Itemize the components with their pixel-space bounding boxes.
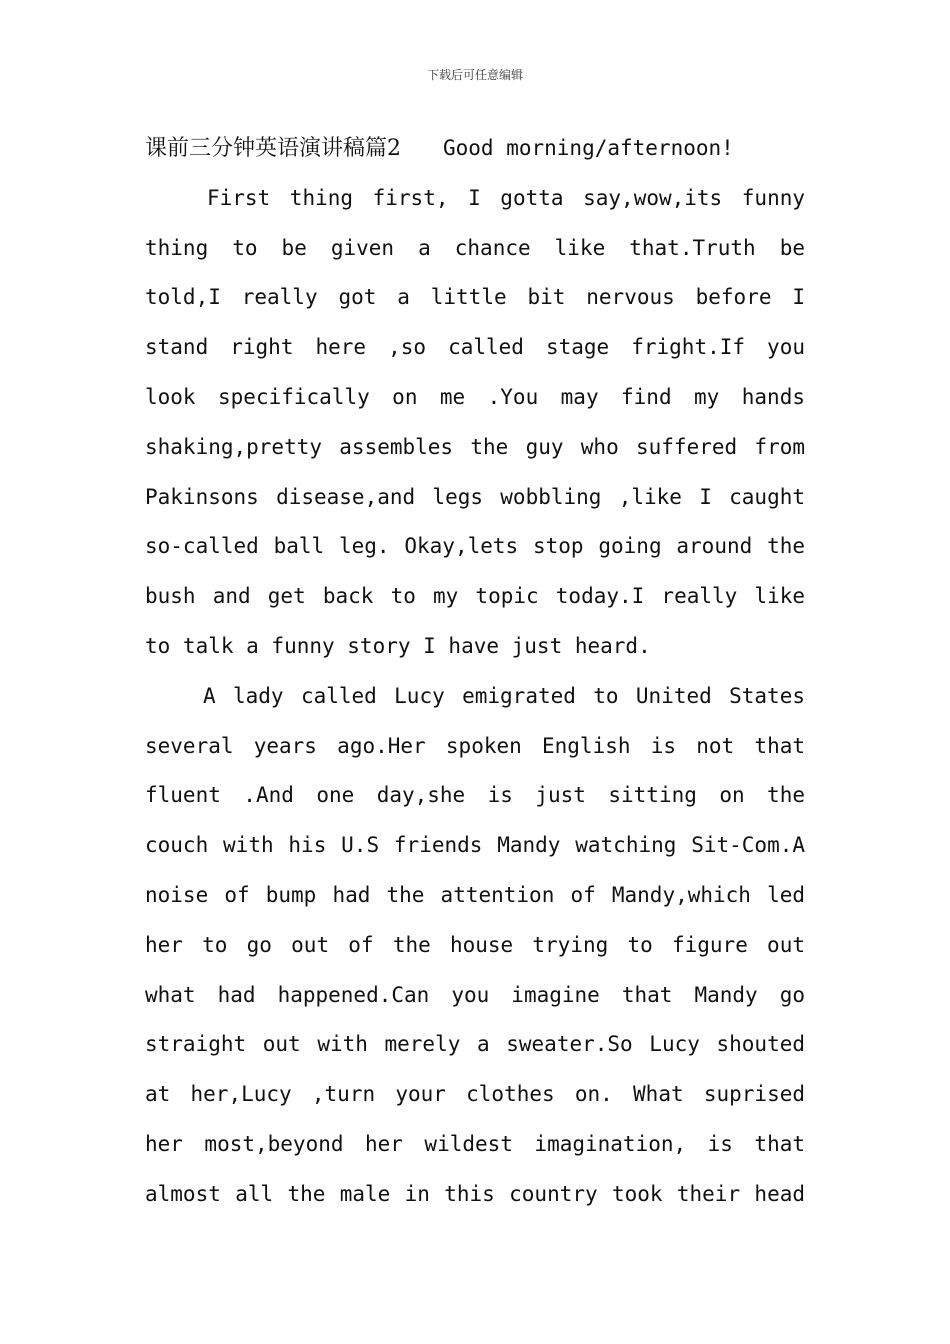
paragraph-line: at her,Lucy ,turn your clothes on. What suprised [145, 1082, 805, 1107]
paragraph-line: what had happened.Can you imagine that Mandy go [145, 982, 805, 1007]
paragraph-line: to talk a funny story I have just heard. [145, 633, 651, 658]
paragraph-line: her to go out of the house trying to figure out [145, 932, 805, 957]
paragraph-line: told,I really got a little bit nervous before I [145, 285, 805, 310]
paragraph-line: couch with his U.S friends Mandy watching Sit-Com.A [145, 833, 805, 858]
paragraph-line: straight out with merely a sweater.So Lucy shouted [145, 1032, 805, 1057]
paragraph-line: Pakinsons disease,and legs wobbling ,like I caught [145, 484, 805, 509]
paragraph-line: bush and get back to my topic today.I really like [145, 584, 805, 609]
heading-line [145, 124, 805, 174]
paragraph-line: so-called ball leg. Okay,lets stop going around the [145, 534, 805, 559]
paragraph-line: stand right here ,so called stage fright.If you [145, 335, 805, 360]
paragraph-line: thing to be given a chance like that.Truth be [145, 235, 805, 260]
paragraph-line: First thing first, I gotta say,wow,its funny [207, 185, 805, 210]
paragraph-2 [145, 672, 805, 1220]
document-body [145, 124, 805, 1220]
page-header-note: 下载后可任意编辑 [426, 68, 523, 82]
document-title: 课前三分钟英语演讲稿篇2 [145, 136, 401, 161]
paragraph-line: her most,beyond her wildest imagination, is that [145, 1131, 805, 1156]
paragraph-line: almost all the male in this country took their head [145, 1181, 805, 1206]
paragraph-line: several years ago.Her spoken English is not that [145, 733, 805, 758]
paragraph-line: shaking,pretty assembles the guy who suffered from [145, 434, 805, 459]
paragraph-line: noise of bump had the attention of Mandy,which led [145, 882, 805, 907]
greeting: Good morning/afternoon! [443, 136, 734, 160]
paragraph-1 [145, 174, 805, 672]
paragraph-line: fluent .And one day,she is just sitting on the [145, 783, 805, 808]
paragraph-line: A lady called Lucy emigrated to United States [203, 683, 805, 708]
paragraph-line: look specifically on me .You may find my hands [145, 384, 805, 409]
